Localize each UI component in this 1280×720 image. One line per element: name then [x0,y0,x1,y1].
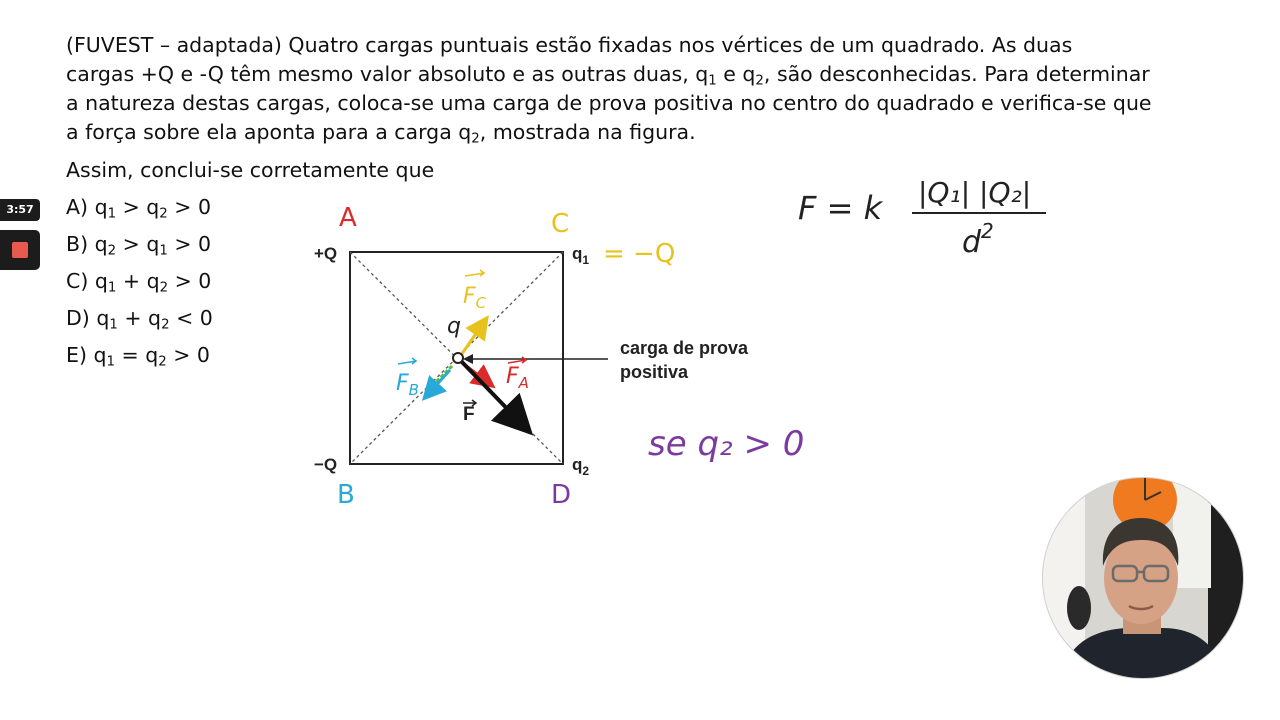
hand-label-a: A [339,203,357,233]
option-letter: E) [66,343,87,367]
question-line-2-mid: e q [716,62,756,86]
coulomb-formula [798,176,1046,260]
probe-label-line-1: carga de prova [620,338,749,358]
force-fb-arrow [430,370,450,392]
question-line-4-sub: 2 [471,131,480,147]
force-green-arrow [432,366,452,386]
corner-label-plus-q: +Q [314,244,338,263]
probe-label-line-2: positiva [620,362,689,382]
hand-label-b: B [337,480,355,510]
question-line-3-text: a natureza destas cargas, coloca-se uma carga de prova positiva no centro do quadrado e verifica-se que [66,91,1152,115]
formula-lhs: F = k [798,189,883,227]
option-term: q [96,306,110,330]
option-operator: > [116,232,147,256]
corner-label-minus-q: −Q [314,455,338,474]
question-line-4-post: , mostrada na figura. [479,120,696,144]
option-operator: + [116,269,147,293]
question-line-2-pre: cargas +Q e -Q têm mesmo valor absoluto e as outras duas, q [66,62,709,86]
question-line-2-post: , são desconhecidas. Para determinar [763,62,1150,86]
option-sub: 1 [106,354,115,370]
option-term: q [93,343,107,367]
force-fc-arrow [459,325,482,358]
option-rest: > 0 [167,195,212,219]
option-sub: 2 [158,354,167,370]
vector-arrow-icon [508,357,526,363]
option-operator: > [116,195,147,219]
option-sub: 1 [107,206,117,222]
resultant-force-label: F [463,404,475,425]
person-avatar-icon [1043,478,1243,678]
corner-label-q1: $q_1$ [572,244,590,267]
question-sub-1: 1 [708,73,717,89]
question-line-4-pre: a força sobre ela aponta para a carga q [66,120,472,144]
option-term: q [94,195,108,219]
option-term: q [145,343,159,367]
option-term: q [94,232,108,256]
option-sub: 2 [159,280,169,296]
question-sub-2: 2 [755,73,764,89]
formula-numerator: |Q₁| |Q₂| [918,176,1032,209]
question-lead: Assim, conclui-se corretamente que [66,158,435,182]
condition-note: se q₂ > 0 [648,424,805,464]
hand-fc-label: $F_C$ [463,284,487,312]
option-letter: D) [66,306,90,330]
option-term: q [146,195,160,219]
option-sub: 1 [107,280,117,296]
option-sub: 1 [159,243,168,259]
recording-timer: 3:57 [0,199,40,221]
hand-fb-label: $F_B$ [396,371,419,399]
option-sub: 1 [109,317,118,333]
option-rest: < 0 [169,306,213,330]
option-operator: = [114,343,146,367]
option-letter: C) [66,269,89,293]
option-term: q [148,306,162,330]
hand-label-c: C [551,209,570,239]
vector-arrow-icon [465,270,484,276]
hand-probe-q: q [447,314,461,339]
option-rest: > 0 [168,269,212,293]
probe-charge-dot [453,353,463,363]
question-line-1-text: (FUVEST – adaptada) Quatro cargas puntuais estão fixadas nos vértices de um quadrado. As duas [66,33,1073,57]
corner-label-q2: $q_2$ [572,455,590,478]
hand-q1-equals: = −Q [603,239,676,269]
option-rest: > 0 [166,343,210,367]
option-term: q [146,232,160,256]
option-sub: 2 [107,243,117,259]
formula-denominator: $d^2$ [962,219,994,260]
option-rest: > 0 [167,232,212,256]
hand-label-d: D [551,480,572,510]
option-letter: A) [66,195,89,219]
option-sub: 2 [159,206,168,222]
option-operator: + [117,306,149,330]
webcam-overlay [1043,478,1243,678]
hand-fa-label: $F_A$ [506,364,529,392]
option-term: q [146,269,160,293]
option-letter: B) [66,232,89,256]
option-term: q [94,269,108,293]
option-sub: 2 [161,317,170,333]
vector-arrow-icon [398,358,416,364]
